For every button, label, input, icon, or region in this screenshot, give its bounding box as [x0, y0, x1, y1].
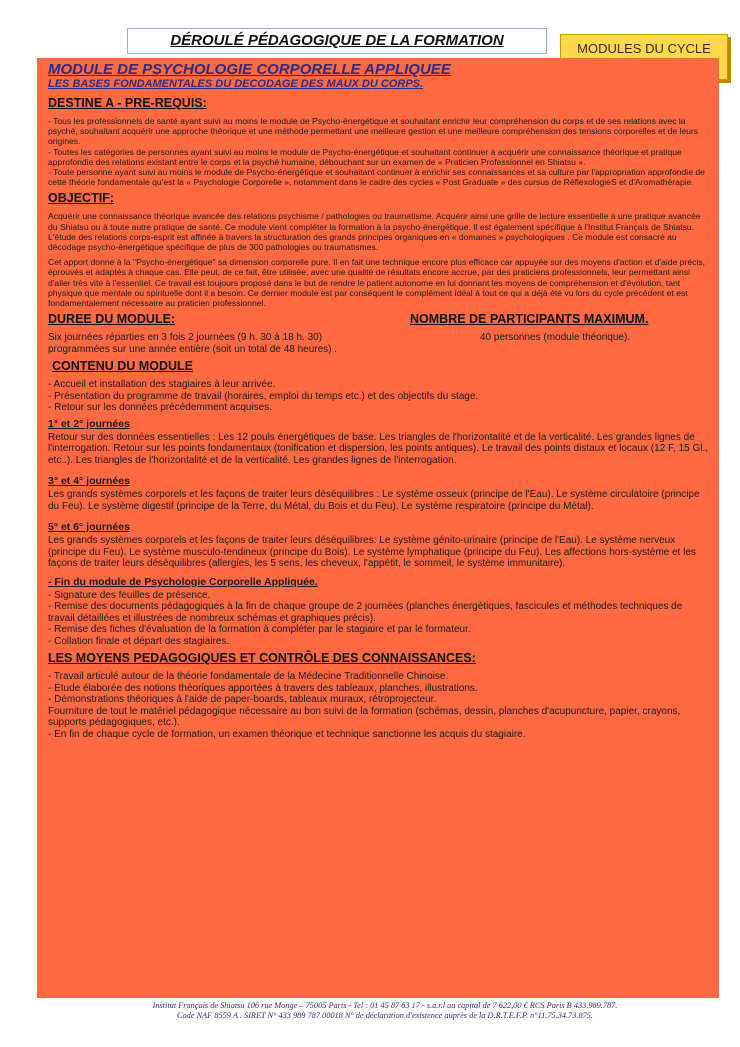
- page-title: DÉROULÉ PÉDAGOGIQUE DE LA FORMATION: [127, 28, 547, 54]
- fin-module-title: - Fin du module de Psychologie Corporelle Appliquée.: [48, 575, 318, 588]
- moyens-item: - Travail articulé autour de la théorie fondamentale de la Médecine Traditionnelle Chinoise.: [48, 671, 449, 683]
- section-heading-contenu: CONTENU DU MODULE: [52, 359, 193, 374]
- section-heading-participants: NOMBRE DE PARTICIPANTS MAXIMUM.: [410, 312, 649, 327]
- journees-text: Les grands systèmes corporels et les façons de traiter leurs déséquilibres : Le système osseux (principe de l'Eau). Le système circulatoire (principe du Feu). Le système digestif (principe de la Terre, du Métal, du Bois et du Feu). Le système respiratoire (principe du Métal).: [48, 489, 700, 512]
- section-heading-objectif: OBJECTIF:: [48, 191, 114, 206]
- contenu-intro-item: - Accueil et installation des stagiaires à leur arrivée.: [48, 379, 276, 391]
- moyens-item: - En fin de chaque cycle de formation, un examen théorique et technique sanctionne les acquis du stagiaire.: [48, 728, 526, 740]
- participants-value: 40 personnes (module théorique).: [480, 332, 631, 344]
- moyens-item: - Etude élaborée des notions théoriques apportées à travers des tableaux, planches, illustrations.: [48, 682, 478, 694]
- journees-text: Les grands systèmes corporels et les façons de traiter leurs déséquilibres: Le système génito-urinaire (principe de l'Eau). Le système nerveux (principe du Feu). Le système musculo-tendineux (principe du Bois). Le système lymphatique (principe du Feu). Les affections hors-système et les façons de traiter leurs déséquilibres (allergies, les 5 sens, les cheveux, l'appétit, le sommeil, le système immunitaire).: [48, 535, 696, 570]
- journees-title: 1° et 2° journées: [48, 417, 130, 430]
- duree-line: programmées sur une année entière (soit un total de 48 heures) .: [48, 343, 338, 355]
- journees-title: 3° et 4° journées: [48, 475, 130, 488]
- duree-column: [48, 308, 398, 355]
- participants-column: [410, 308, 710, 355]
- fin-module-item: - Signature des feuilles de présence.: [48, 589, 211, 601]
- module-title: MODULE DE PSYCHOLOGIE CORPORELLE APPLIQUEE: [48, 61, 451, 78]
- moyens-item: - Démonstrations théoriques à l'aide de paper-boards, tableaux muraux, rétroprojecteur.: [48, 694, 437, 706]
- moyens-item: Fourniture de tout le matériel pédagogique nécessaire au bon suivi de la formation (schémas, dessin, planches d'acupuncture, papier, crayons, supports pédagogiques, etc.).: [48, 705, 681, 729]
- objectif-paragraph: Cet apport donne à la "Psycho-énergétique" sa dimension corporelle pure. Il en fait une technique encore plus efficace car appuyée sur des moyens d'action et d'aide précis, éprouvés et adaptés à chaque cas. Elle peut, de ce fait, être utilisée, avec une qualité de résultats encore accrue, par des praticiens professionnels, leur permettant ainsi d'aller très vite à l'essentiel. Ce travail est toujours proposé dans le but de rendre le patient autonome en lui donnant les moyens de compréhension et d'évolution, tant physique que mentale ou spirituelle dont il a besoin. Ce dernier module est par conséquent le complément idéal à tout ce qui a déjà été vu lors du cycle précédent et est fondamentalement nécessaire au praticien professionnel.: [48, 257, 706, 309]
- journees-text: Retour sur des données essentielles : Les 12 pouls énergétiques de base. Les triangles de l'horizontalité et de la verticalité. Les grandes lignes de l'interrogation. Retour sur les points fondamentaux (tonification et dispersion, les points antiques). Le travail des points distaux et locaux (12 F, 15 Gl., etc..). Les triangles de l'horizontalité et de la verticalité. Les grandes lignes de l'interrogation.: [48, 431, 709, 466]
- contenu-intro-item: - Présentation du programme de travail (horaires, emploi du temps etc.) et des objectifs du stage.: [48, 390, 479, 402]
- footer: [60, 1001, 710, 1021]
- fin-module-item: - Remise des fiches d'évaluation de la formation à compléter par le stagiaire et par le formateur.: [48, 624, 471, 636]
- section-heading-duree: DUREE DU MODULE:: [48, 312, 176, 327]
- module-subtitle: LES BASES FONDAMENTALES DU DECODAGE DES MAUX DU CORPS.: [48, 78, 424, 90]
- cycle-badge-line1: MODULES DU CYCLE: [577, 41, 711, 56]
- destine-paragraph: - Toutes les catégories de personnes ayant suivi au moins le module de Psycho-énergétique et souhaitant continuer à acquérir une connaissance théorique et pratique approfondie des relations existant entre le corps et la psyché humaine, débouchant sur un examen de « Praticien Professionnel en Shiatsu ».: [48, 146, 682, 167]
- section-heading-moyens: LES MOYENS PEDAGOGIQUES ET CONTRÔLE DES CONNAISSANCES:: [48, 651, 476, 666]
- contenu-intro-item: - Retour sur les données précédemment acquises.: [48, 402, 273, 414]
- journees-title: 5° et 6° journées: [48, 521, 130, 534]
- footer-line1: Institut Français de Shiatsu 106 rue Monge – 75005 Paris - Tel : 01 45 87 83 17 - s.a.r.l au capital de 7 622,00 € RCS Paris B 433.989.787.: [152, 1001, 618, 1010]
- duree-line: Six journées réparties en 3 fois 2 journées (9 h. 30 à 18 h. 30): [48, 332, 323, 344]
- destine-paragraph: - Tous les professionnels de santé ayant suivi au moins le module de Psycho-énergétique et souhaitant enrichir leur compréhension du corps et de ses relations avec la psyché, souhaitant acquérir une approche théorique et une méthode permettant une meilleure gestion et une meilleure compréhension des tensions corporelles et de leurs origines.: [48, 116, 699, 147]
- section-heading-destine: DESTINE A - PRE-REQUIS:: [48, 96, 207, 110]
- destine-paragraph: - Toute personne ayant suivi au moins le module de Psycho-énergétique et souhaitant continuer à enrichir ses connaissances et sa culture par l'appropriation approfondie de cette théorie fondamentale qu'est la « Psychologie Corporelle », notamment dans le cadre des cycles « Post Graduate » des cursus de RéflexologieS et d'Aromathérapie.: [48, 167, 705, 188]
- duree-participants-row: [48, 308, 710, 355]
- objectif-paragraph: Acquérir une connaissance théorique avancée des relations psychisme / pathologies ou traumatisme. Acquérir ainsi une grille de lecture essentielle à une pratique avancée du Shiatsu ou à toute autre pratique de santé. Ce module vient compléter la formation à la psycho-énergétique. Il est également spécifique à l'Institut Français de Shiatsu. L'étude des relations corps-esprit est affinée à travers la structuration des grands principes organiques en « domaines » psychologiques . Ce module est consacré au décodage psycho-énergétique spécifique de plus de 300 pathologies ou traumatismes.: [48, 211, 701, 253]
- footer-line2: Code NAF 8559 A . SIRET N° 433 989 787 00018 N° de déclaration d'existence auprès de la D.R.T.E.F.P. n°11.75.34.73.875.: [176, 1011, 594, 1020]
- fin-module-item: - Remise des documents pédagogiques à la fin de chaque groupe de 2 journées (planches énergétiques, fascicules et méthodes techniques de travail détaillées et illustrées de nombreux schémas et graphiques précis).: [48, 601, 683, 624]
- fin-module-item: - Collation finale et départ des stagiaires.: [48, 635, 230, 647]
- document-content: [48, 60, 710, 740]
